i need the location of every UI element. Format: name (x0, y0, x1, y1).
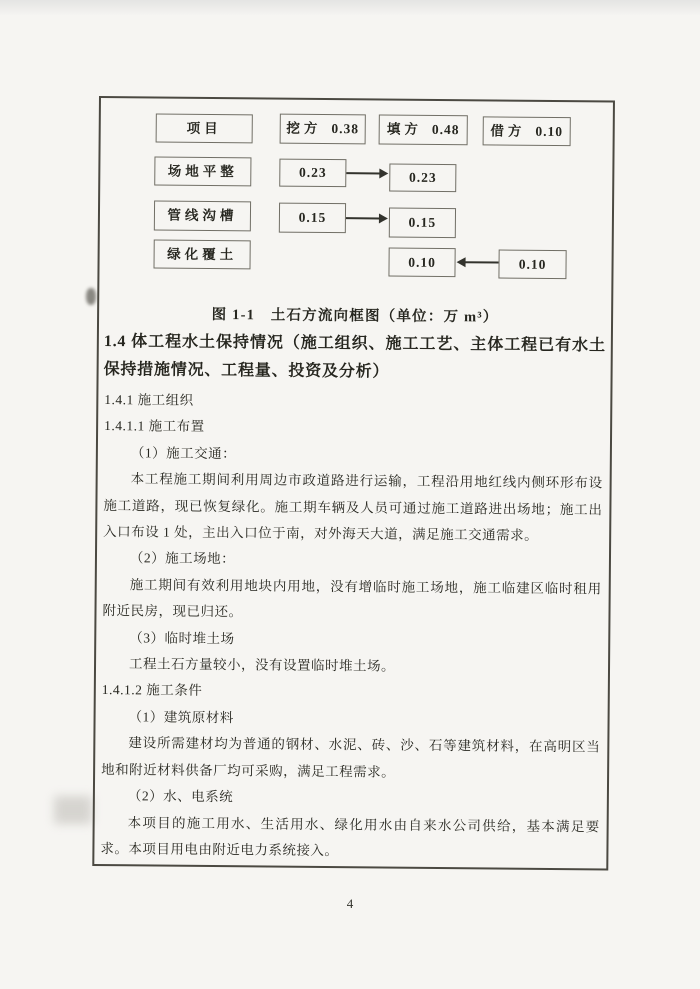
body-text (94, 386, 610, 867)
section-heading: 1.4 体工程水土保持情况（施工组织、施工工艺、主体工程已有水土保持措施情况、工程量、投资及分析） (103, 333, 606, 381)
box-value: 0.10 (535, 123, 564, 139)
box-label: 绿化覆土 (167, 246, 238, 262)
box-label: 填方 (386, 121, 422, 138)
arrow-right-icon (346, 217, 380, 219)
diagram-box-borrow-total (483, 116, 571, 146)
diagram-box-site-leveling-cut (279, 159, 346, 188)
earthwork-flow-diagram (99, 98, 613, 305)
subsection-title: 1.4.1 施工组织 (104, 392, 194, 408)
box-value: 0.23 (298, 164, 327, 181)
box-value: 0.15 (408, 214, 437, 231)
box-label: 场地平整 (167, 163, 238, 179)
subsection-title: 1.4.1.1 施工布置 (104, 418, 205, 435)
list-item-title: （1）建筑原材料 (128, 709, 234, 726)
paragraph: 工程土石方量较小，没有设置临时堆土场。 (128, 656, 396, 674)
subsection-title: 1.4.1.2 施工条件 (101, 682, 203, 699)
list-item-title: （1）施工交通： (130, 445, 237, 462)
paragraph: 本项目的施工用水、生活用水、绿化用水由自来水公司供给，基本满足要求。本项目用电由附近电力系统接入。 (100, 814, 600, 859)
diagram-box-pipeline-trench (154, 200, 251, 231)
content-frame (92, 96, 615, 870)
diagram-box-site-leveling (154, 156, 251, 186)
list-item-title: （2）水、电系统 (127, 788, 234, 805)
diagram-box-pipeline-trench-cut (279, 203, 346, 234)
diagram-box-pipeline-trench-fill (389, 208, 456, 239)
box-value: 0.10 (408, 254, 436, 270)
paragraph: 本工程施工期间利用周边市政道路进行运输，工程沿用地红线内侧环形布设施工道路，现已恢复绿化。施工期车辆及人员可通过施工道路进出场地；施工出入口布设 1 处，主出入口位于南，对外海天大道，满足施工交通需求。 (103, 471, 603, 543)
scan-artifact (86, 288, 96, 305)
diagram-box-greening-cover (153, 239, 250, 269)
paragraph: 建设所需建材均为普通的钢材、水泥、砖、沙、石等建筑材料，在高明区当地和附近材料供备厂均可采购，满足工程需求。 (101, 735, 601, 780)
list-item-title: （2）施工场地： (129, 550, 236, 567)
box-value: 0.15 (298, 209, 327, 226)
diagram-box-greening-cover-fill (388, 248, 455, 278)
diagram-box-cut-total (280, 114, 366, 145)
box-label: 借方 (490, 123, 526, 139)
diagram-box-project (156, 113, 253, 143)
diagram-box-greening-cover-borrow (498, 249, 566, 279)
box-label: 挖方 (286, 120, 322, 137)
box-value: 0.38 (331, 121, 360, 137)
figure-caption: 图 1-1 土石方流向框图（单位：万 m³） (211, 306, 499, 326)
scan-artifact (54, 796, 92, 824)
box-value: 0.48 (431, 122, 460, 138)
diagram-box-fill-total (379, 114, 468, 145)
page-number: 4 (346, 896, 354, 911)
box-value: 0.10 (518, 256, 547, 272)
box-value: 0.23 (408, 169, 437, 186)
box-label: 项目 (186, 120, 222, 136)
diagram-box-site-leveling-fill (389, 164, 456, 193)
arrow-left-icon (465, 261, 499, 263)
paragraph: 施工期间有效利用地块内用地，没有增临时施工场地，施工临建区临时租用附近民房，现已归还。 (102, 577, 602, 620)
box-label: 管线沟槽 (167, 207, 238, 224)
list-item-title: （3）临时堆土场 (129, 629, 235, 646)
arrow-right-icon (346, 172, 380, 174)
